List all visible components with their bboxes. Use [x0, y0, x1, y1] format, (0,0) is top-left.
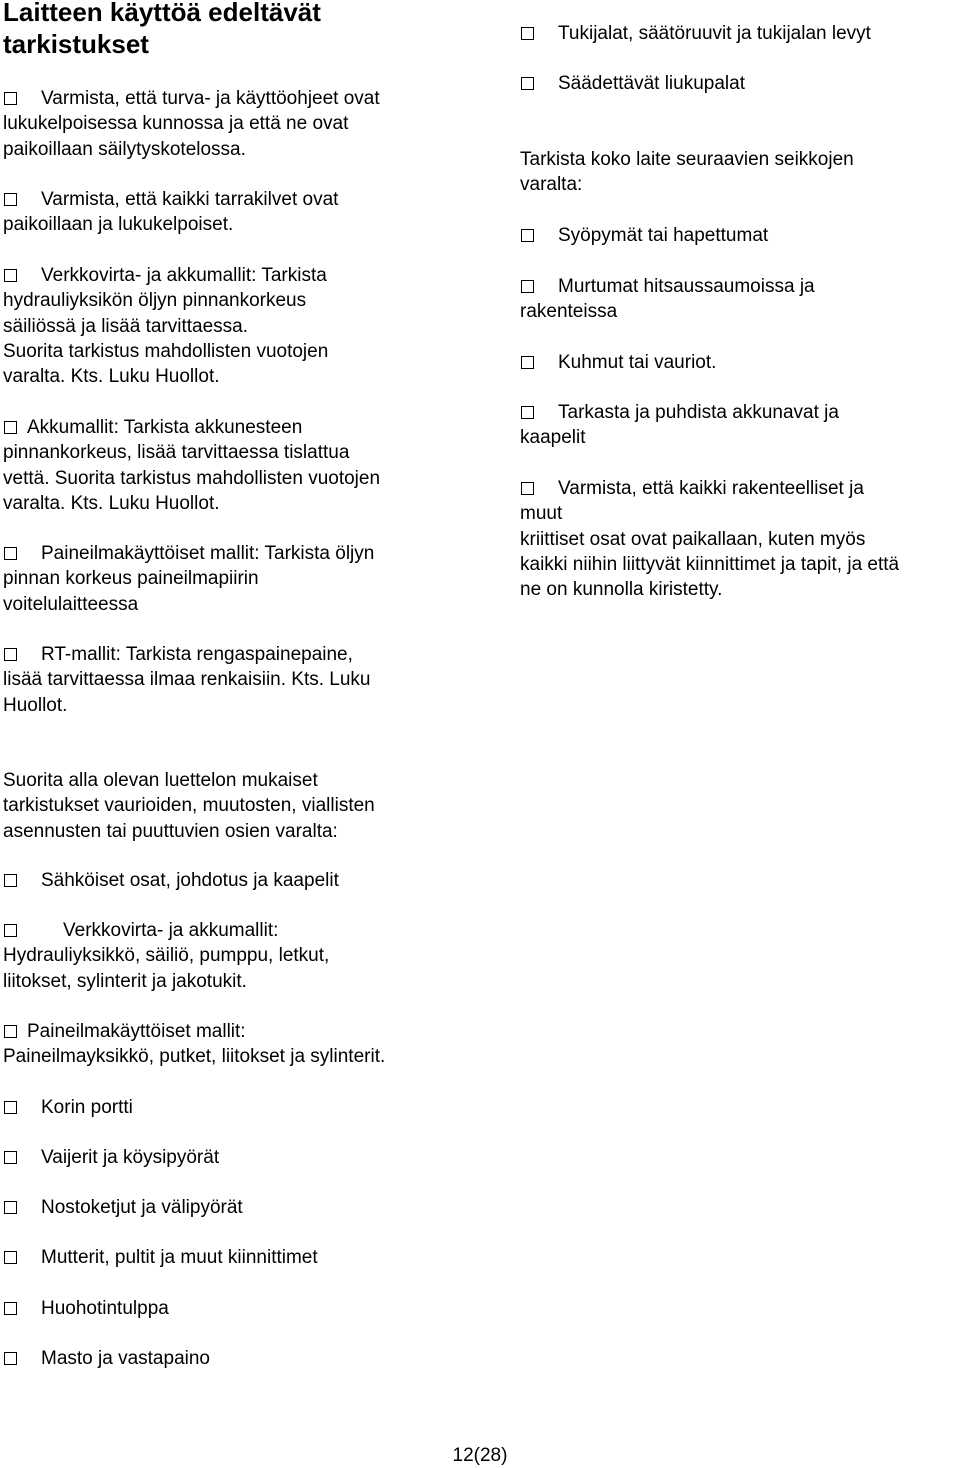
item-text: vettä. Suorita tarkistus mahdollisten vuotojen	[3, 467, 381, 489]
checkbox-icon[interactable]	[4, 1101, 17, 1114]
checkbox-icon[interactable]	[521, 27, 534, 40]
checkbox-icon[interactable]	[4, 1025, 17, 1038]
item-text: Hydrauliyksikkö, säiliö, pumppu, letkut,	[3, 945, 330, 967]
item-text: rakenteissa	[520, 301, 618, 323]
checklist-item	[520, 400, 960, 451]
checkbox-icon[interactable]	[4, 1151, 17, 1164]
item-text: kaapelit	[520, 427, 586, 449]
item-text: Varmista, että kaikki tarrakilvet ovat	[41, 189, 339, 210]
checkbox-icon[interactable]	[521, 482, 534, 495]
item-text: pinnankorkeus, lisää tarvittaessa tislattua	[3, 442, 350, 464]
item-text: lukukelpoisessa kunnossa ja että ne ovat	[3, 113, 349, 135]
checklist-item	[3, 868, 473, 893]
checkbox-icon[interactable]	[521, 406, 534, 419]
item-text: voitelulaitteessa	[3, 593, 139, 615]
item-text: Paineilmakäyttöiset mallit: Tarkista öljyn	[41, 543, 375, 564]
paragraph-line: varalta:	[520, 174, 583, 196]
intro-paragraph	[3, 768, 473, 844]
checklist-item	[3, 1145, 473, 1170]
checkbox-icon[interactable]	[4, 421, 17, 434]
item-text: varalta. Kts. Luku Huollot.	[3, 366, 220, 388]
item-text: Tarkasta ja puhdista akkunavat ja	[558, 402, 839, 423]
checklist-item	[3, 1095, 473, 1120]
item-text: ne on kunnolla kiristetty.	[520, 579, 723, 601]
item-text: Masto ja vastapaino	[41, 1348, 210, 1369]
item-text: pinnan korkeus paineilmapiirin	[3, 568, 259, 590]
item-text: Säädettävät liukupalat	[558, 73, 745, 94]
checkbox-icon[interactable]	[521, 77, 534, 90]
checklist-item	[3, 1195, 473, 1220]
checklist-item	[520, 71, 960, 96]
checkbox-icon[interactable]	[4, 193, 17, 206]
checklist-item	[3, 263, 473, 389]
intro-paragraph	[520, 147, 960, 198]
page-number: 12(28)	[452, 1445, 508, 1466]
checklist-item	[3, 86, 473, 162]
checkbox-icon[interactable]	[4, 1251, 17, 1264]
checkbox-icon[interactable]	[521, 229, 534, 242]
item-text: Mutterit, pultit ja muut kiinnittimet	[41, 1247, 318, 1268]
item-text: Varmista, että turva- ja käyttöohjeet ovat	[41, 88, 380, 109]
checkbox-icon[interactable]	[521, 356, 534, 369]
item-text: Varmista, että kaikki rakenteelliset ja	[558, 478, 864, 499]
checkbox-icon[interactable]	[4, 1352, 17, 1365]
item-text: Huollot.	[3, 694, 68, 716]
item-text: RT-mallit: Tarkista rengaspainepaine,	[41, 644, 353, 665]
item-text: Verkkovirta- ja akkumallit:	[63, 920, 279, 941]
item-text: Suorita tarkistus mahdollisten vuotojen	[3, 340, 329, 362]
item-text: Paineilmakäyttöiset mallit:	[27, 1021, 246, 1042]
paragraph-line: Tarkista koko laite seuraavien seikkojen	[520, 149, 854, 170]
checklist-item	[3, 187, 473, 238]
item-text: hydrauliyksikön öljyn pinnankorkeus	[3, 290, 307, 312]
item-text: Murtumat hitsaussaumoissa ja	[558, 276, 815, 297]
paragraph-line: Suorita alla olevan luettelon mukaiset	[3, 770, 318, 791]
checklist-item	[3, 1019, 473, 1070]
checklist-item	[520, 350, 960, 375]
checklist-item	[520, 223, 960, 248]
item-text: liitokset, sylinterit ja jakotukit.	[3, 970, 247, 992]
item-text: säiliössä ja lisää tarvittaessa.	[3, 315, 248, 337]
item-text: Vaijerit ja köysipyörät	[41, 1147, 220, 1168]
item-text: kriittiset osat ovat paikallaan, kuten myös	[520, 528, 866, 550]
item-text: paikoillaan ja lukukelpoiset.	[3, 214, 234, 236]
item-text: kaikki niihin liittyvät kiinnittimet ja tapit, ja että	[520, 553, 900, 575]
checklist-item	[520, 476, 960, 602]
item-text: Akkumallit: Tarkista akkunesteen	[27, 417, 303, 438]
item-text: paikoillaan säilytyskotelossa.	[3, 138, 246, 160]
checkbox-icon[interactable]	[4, 924, 17, 937]
checklist-item	[3, 1296, 473, 1321]
page-title: Laitteen käyttöä edeltävät tarkistukset	[3, 0, 321, 59]
item-text: Syöpymät tai hapettumat	[558, 225, 769, 246]
checkbox-icon[interactable]	[4, 269, 17, 282]
checkbox-icon[interactable]	[4, 648, 17, 661]
item-text: muut	[520, 503, 563, 525]
checklist-item	[3, 541, 473, 617]
item-text: Korin portti	[41, 1097, 133, 1118]
checklist-item	[3, 415, 473, 516]
checkbox-icon[interactable]	[4, 547, 17, 560]
item-text: Tukijalat, säätöruuvit ja tukijalan levyt	[558, 23, 871, 44]
checkbox-icon[interactable]	[521, 280, 534, 293]
item-text: Verkkovirta- ja akkumallit: Tarkista	[41, 265, 327, 286]
item-text: Sähköiset osat, johdotus ja kaapelit	[41, 870, 339, 891]
checklist-item	[3, 1245, 473, 1270]
item-text: varalta. Kts. Luku Huollot.	[3, 492, 220, 514]
item-text: Nostoketjut ja välipyörät	[41, 1197, 243, 1218]
item-text: Kuhmut tai vauriot.	[558, 352, 717, 373]
checklist-item	[3, 918, 473, 994]
checklist-item	[3, 1346, 473, 1371]
item-text: Paineilmayksikkö, putket, liitokset ja sylinterit.	[3, 1046, 386, 1068]
checkbox-icon[interactable]	[4, 92, 17, 105]
item-text: Huohotintulppa	[41, 1298, 169, 1319]
checkbox-icon[interactable]	[4, 1201, 17, 1214]
item-text: lisää tarvittaessa ilmaa renkaisiin. Kts. Luku	[3, 669, 371, 691]
checkbox-icon[interactable]	[4, 874, 17, 887]
checklist-item	[520, 274, 960, 325]
checklist-item	[520, 21, 960, 46]
checkbox-icon[interactable]	[4, 1302, 17, 1315]
paragraph-line: tarkistukset vaurioiden, muutosten, viallisten	[3, 795, 375, 817]
checklist-item	[3, 642, 473, 718]
paragraph-line: asennusten tai puuttuvien osien varalta:	[3, 820, 338, 842]
